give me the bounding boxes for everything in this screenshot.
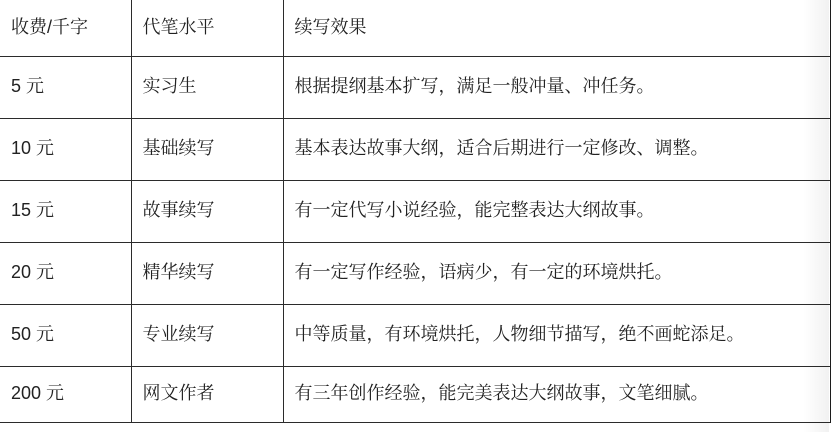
level-cell: 基础续写	[131, 118, 283, 180]
effect-cell: 基本表达故事大纲，适合后期进行一定修改、调整。	[283, 118, 831, 180]
effect-cell: 有一定写作经验，语病少，有一定的环境烘托。	[283, 242, 831, 304]
level-cell: 精华续写	[131, 242, 283, 304]
price-cell: 10 元	[0, 118, 131, 180]
price-cell: 200 元	[0, 366, 131, 422]
table-row	[0, 56, 831, 118]
level-cell: 实习生	[131, 56, 283, 118]
price-cell: 50 元	[0, 304, 131, 366]
table-row	[0, 180, 831, 242]
table-row	[0, 118, 831, 180]
effect-cell: 有一定代写小说经验，能完整表达大纲故事。	[283, 180, 831, 242]
column-header-effect: 续写效果	[283, 0, 831, 56]
table-row	[0, 304, 831, 366]
level-cell: 专业续写	[131, 304, 283, 366]
column-header-price: 收费/千字	[0, 0, 131, 56]
effect-cell: 中等质量，有环境烘托，人物细节描写，绝不画蛇添足。	[283, 304, 831, 366]
effect-cell: 根据提纲基本扩写，满足一般冲量、冲任务。	[283, 56, 831, 118]
level-cell: 故事续写	[131, 180, 283, 242]
effect-cell: 有三年创作经验，能完美表达大纲故事，文笔细腻。	[283, 366, 831, 422]
table-row	[0, 242, 831, 304]
price-cell: 15 元	[0, 180, 131, 242]
table-row	[0, 366, 831, 422]
price-cell: 20 元	[0, 242, 131, 304]
column-header-level: 代笔水平	[131, 0, 283, 56]
price-cell: 5 元	[0, 56, 131, 118]
level-cell: 网文作者	[131, 366, 283, 422]
table-header-row	[0, 0, 831, 56]
